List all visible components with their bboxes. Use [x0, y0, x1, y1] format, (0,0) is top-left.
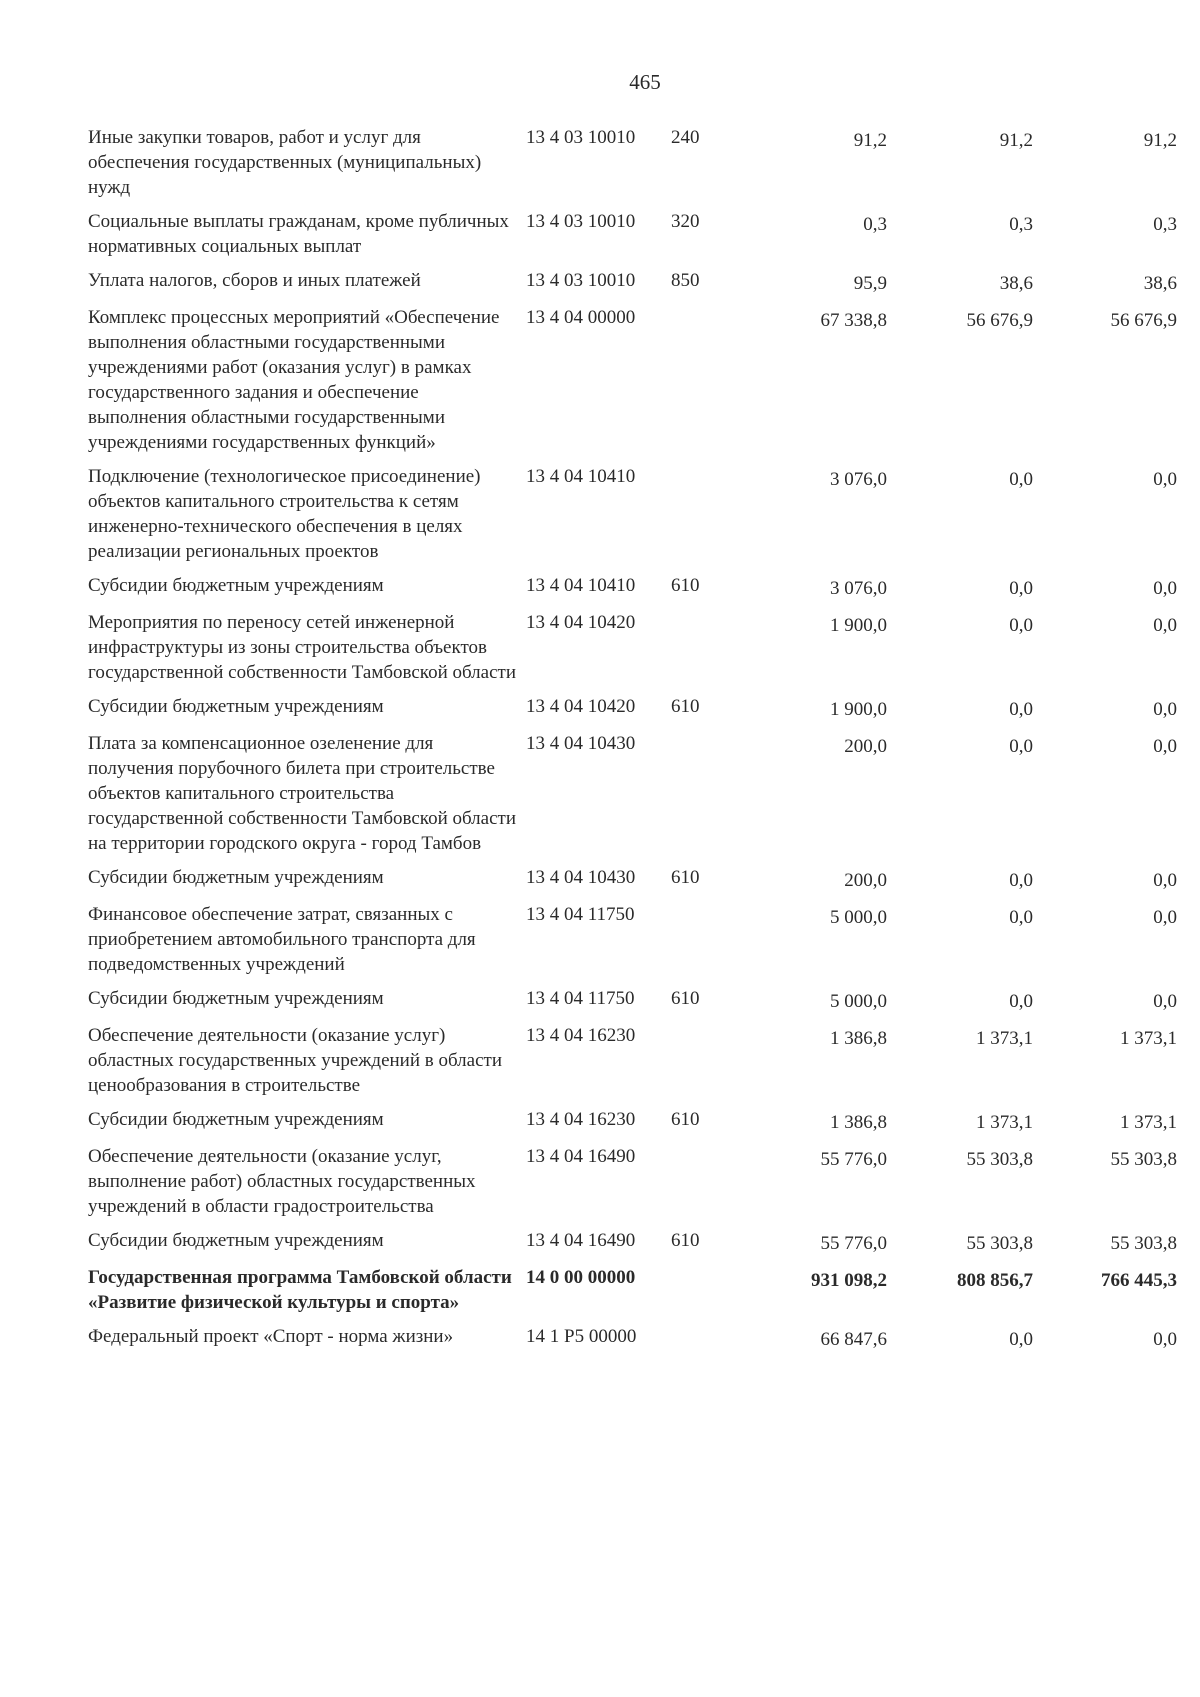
row-code: 13 4 04 10430 [526, 867, 636, 888]
row-code: 13 4 04 10420 [526, 612, 636, 633]
row-amount-year2: 0,0 [1009, 615, 1033, 636]
row-code: 13 4 04 10410 [526, 575, 636, 596]
row-name: Субсидии бюджетным учреждениям [88, 575, 384, 596]
row-expense-type: 610 [671, 575, 700, 596]
row-code: 14 0 00 00000 [526, 1267, 636, 1288]
row-amount-year2: 0,0 [1009, 1329, 1033, 1350]
row-amount-year1: 0,3 [863, 214, 887, 235]
row-amount-year3: 0,0 [1153, 736, 1177, 757]
row-amount-year1: 1 386,8 [830, 1028, 887, 1049]
row-expense-type: 610 [671, 696, 700, 717]
row-amount-year1: 3 076,0 [830, 578, 887, 599]
row-amount-year2: 0,0 [1009, 578, 1033, 599]
row-expense-type [666, 610, 731, 694]
row-amount-year2: 55 303,8 [966, 1149, 1033, 1170]
row-name: Социальные выплаты гражданам, кроме публичных нормативных социальных выплат [88, 211, 509, 257]
row-name: Комплекс процессных мероприятий «Обеспечение выполнения областными государственными учреждениями работ (оказания услуг) в рамках государственного задания и обеспечение выполнения областными государственными учреждениями государственных функций» [88, 307, 500, 453]
row-amount-year1: 55 776,0 [820, 1149, 887, 1170]
row-name: Обеспечение деятельности (оказание услуг) областных государственных учреждений в области ценообразования в строительстве [88, 1025, 502, 1096]
row-amount-year3: 766 445,3 [1101, 1270, 1177, 1291]
row-amount-year3: 0,0 [1153, 578, 1177, 599]
row-amount-year1: 5 000,0 [830, 907, 887, 928]
row-amount-year1: 200,0 [844, 736, 887, 757]
row-name: Субсидии бюджетным учреждениям [88, 1109, 384, 1130]
row-amount-year1: 55 776,0 [820, 1233, 887, 1254]
row-name: Плата за компенсационное озеленение для получения порубочного билета при строительстве объектов капитального строительства государственной собственности Тамбовской области на территории городского округа - город Тамбов [88, 733, 517, 854]
row-amount-year2: 0,0 [1009, 991, 1033, 1012]
row-amount-year3: 55 303,8 [1110, 1233, 1177, 1254]
row-code: 13 4 04 10420 [526, 696, 636, 717]
row-code: 13 4 04 16490 [526, 1230, 636, 1251]
row-code: 13 4 04 16490 [526, 1146, 636, 1167]
row-amount-year2: 0,0 [1009, 870, 1033, 891]
row-name: Субсидии бюджетным учреждениям [88, 988, 384, 1009]
row-amount-year1: 200,0 [844, 870, 887, 891]
row-name: Федеральный проект «Спорт - норма жизни» [88, 1326, 454, 1347]
page-number: 465 [629, 70, 661, 94]
row-expense-type [666, 1144, 731, 1228]
row-expense-type [666, 1265, 731, 1324]
table-row [88, 573, 1177, 610]
row-amount-year1: 1 900,0 [830, 615, 887, 636]
row-expense-type [666, 731, 731, 865]
row-amount-year3: 91,2 [1143, 130, 1177, 151]
row-amount-year2: 0,0 [1009, 699, 1033, 720]
table-row [88, 268, 1177, 305]
row-code: 13 4 04 11750 [526, 904, 635, 925]
row-amount-year3: 0,0 [1153, 1329, 1177, 1350]
row-amount-year1: 1 900,0 [830, 699, 887, 720]
row-code: 13 4 03 10010 [526, 270, 636, 291]
row-expense-type: 320 [671, 211, 700, 232]
row-name: Государственная программа Тамбовской области «Развитие физической культуры и спорта» [88, 1267, 512, 1313]
row-amount-year3: 1 373,1 [1120, 1028, 1177, 1049]
row-expense-type [666, 1023, 731, 1107]
table-row [88, 694, 1177, 731]
row-expense-type [666, 305, 731, 464]
row-amount-year3: 0,0 [1153, 907, 1177, 928]
row-expense-type [666, 1324, 731, 1361]
row-code: 13 4 03 10010 [526, 127, 636, 148]
table-row [88, 1107, 1177, 1144]
row-amount-year2: 0,0 [1009, 736, 1033, 757]
row-amount-year2: 91,2 [999, 130, 1033, 151]
row-amount-year2: 0,0 [1009, 469, 1033, 490]
table-row [88, 1265, 1177, 1324]
row-amount-year1: 3 076,0 [830, 469, 887, 490]
row-amount-year2: 808 856,7 [957, 1270, 1033, 1291]
table-row [88, 125, 1177, 209]
table-row [88, 610, 1177, 694]
row-name: Мероприятия по переносу сетей инженерной инфраструктуры из зоны строительства объектов государственной собственности Тамбовской области [88, 612, 517, 683]
row-expense-type: 610 [671, 988, 700, 1009]
row-amount-year2: 56 676,9 [966, 310, 1033, 331]
row-name: Уплата налогов, сборов и иных платежей [88, 270, 421, 291]
table-row [88, 1228, 1177, 1265]
table-row [88, 1324, 1177, 1361]
row-amount-year1: 95,9 [853, 273, 887, 294]
row-code: 13 4 04 11750 [526, 988, 635, 1009]
row-code: 13 4 04 10410 [526, 466, 636, 487]
row-code: 13 4 04 10430 [526, 733, 636, 754]
row-amount-year3: 0,3 [1153, 214, 1177, 235]
row-amount-year1: 91,2 [853, 130, 887, 151]
row-amount-year2: 1 373,1 [976, 1028, 1033, 1049]
row-code: 13 4 04 16230 [526, 1025, 636, 1046]
row-amount-year1: 931 098,2 [811, 1270, 887, 1291]
row-expense-type: 610 [671, 1109, 700, 1130]
table-row [88, 986, 1177, 1023]
table-row [88, 865, 1177, 902]
row-amount-year3: 0,0 [1153, 699, 1177, 720]
row-name: Иные закупки товаров, работ и услуг для обеспечения государственных (муниципальных) нужд [88, 127, 482, 198]
table-row [88, 731, 1177, 865]
row-amount-year1: 5 000,0 [830, 991, 887, 1012]
row-amount-year2: 1 373,1 [976, 1112, 1033, 1133]
row-name: Подключение (технологическое присоединение) объектов капитального строительства к сетям инженерно-технического обеспечения в целях реализации региональных проектов [88, 466, 481, 562]
row-expense-type: 850 [671, 270, 700, 291]
row-amount-year2: 55 303,8 [966, 1233, 1033, 1254]
row-amount-year2: 0,0 [1009, 907, 1033, 928]
table-row [88, 1144, 1177, 1228]
row-amount-year3: 0,0 [1153, 615, 1177, 636]
row-name: Обеспечение деятельности (оказание услуг, выполнение работ) областных государственных учреждений в области градостроительства [88, 1146, 476, 1217]
row-amount-year1: 67 338,8 [820, 310, 887, 331]
row-amount-year2: 38,6 [999, 273, 1033, 294]
row-name: Субсидии бюджетным учреждениям [88, 1230, 384, 1251]
row-amount-year1: 66 847,6 [820, 1329, 887, 1350]
row-amount-year3: 1 373,1 [1120, 1112, 1177, 1133]
budget-table [88, 125, 1177, 1361]
row-amount-year2: 0,3 [1009, 214, 1033, 235]
row-amount-year3: 0,0 [1153, 870, 1177, 891]
row-amount-year3: 0,0 [1153, 469, 1177, 490]
row-amount-year3: 55 303,8 [1110, 1149, 1177, 1170]
row-name: Субсидии бюджетным учреждениям [88, 696, 384, 717]
row-expense-type [666, 902, 731, 986]
row-amount-year3: 38,6 [1143, 273, 1177, 294]
table-row [88, 305, 1177, 464]
row-code: 13 4 04 16230 [526, 1109, 636, 1130]
table-body [88, 125, 1177, 1361]
table-row [88, 209, 1177, 268]
row-expense-type: 610 [671, 867, 700, 888]
row-code: 13 4 03 10010 [526, 211, 636, 232]
row-expense-type [666, 464, 731, 573]
row-name: Субсидии бюджетным учреждениям [88, 867, 384, 888]
row-amount-year1: 1 386,8 [830, 1112, 887, 1133]
row-expense-type: 610 [671, 1230, 700, 1251]
row-amount-year3: 0,0 [1153, 991, 1177, 1012]
table-row [88, 902, 1177, 986]
row-amount-year3: 56 676,9 [1110, 310, 1177, 331]
row-name: Финансовое обеспечение затрат, связанных с приобретением автомобильного транспорта для подведомственных учреждений [88, 904, 476, 975]
row-expense-type: 240 [671, 127, 700, 148]
row-code: 13 4 04 00000 [526, 307, 636, 328]
table-row [88, 1023, 1177, 1107]
row-code: 14 1 P5 00000 [526, 1326, 637, 1347]
table-row [88, 464, 1177, 573]
